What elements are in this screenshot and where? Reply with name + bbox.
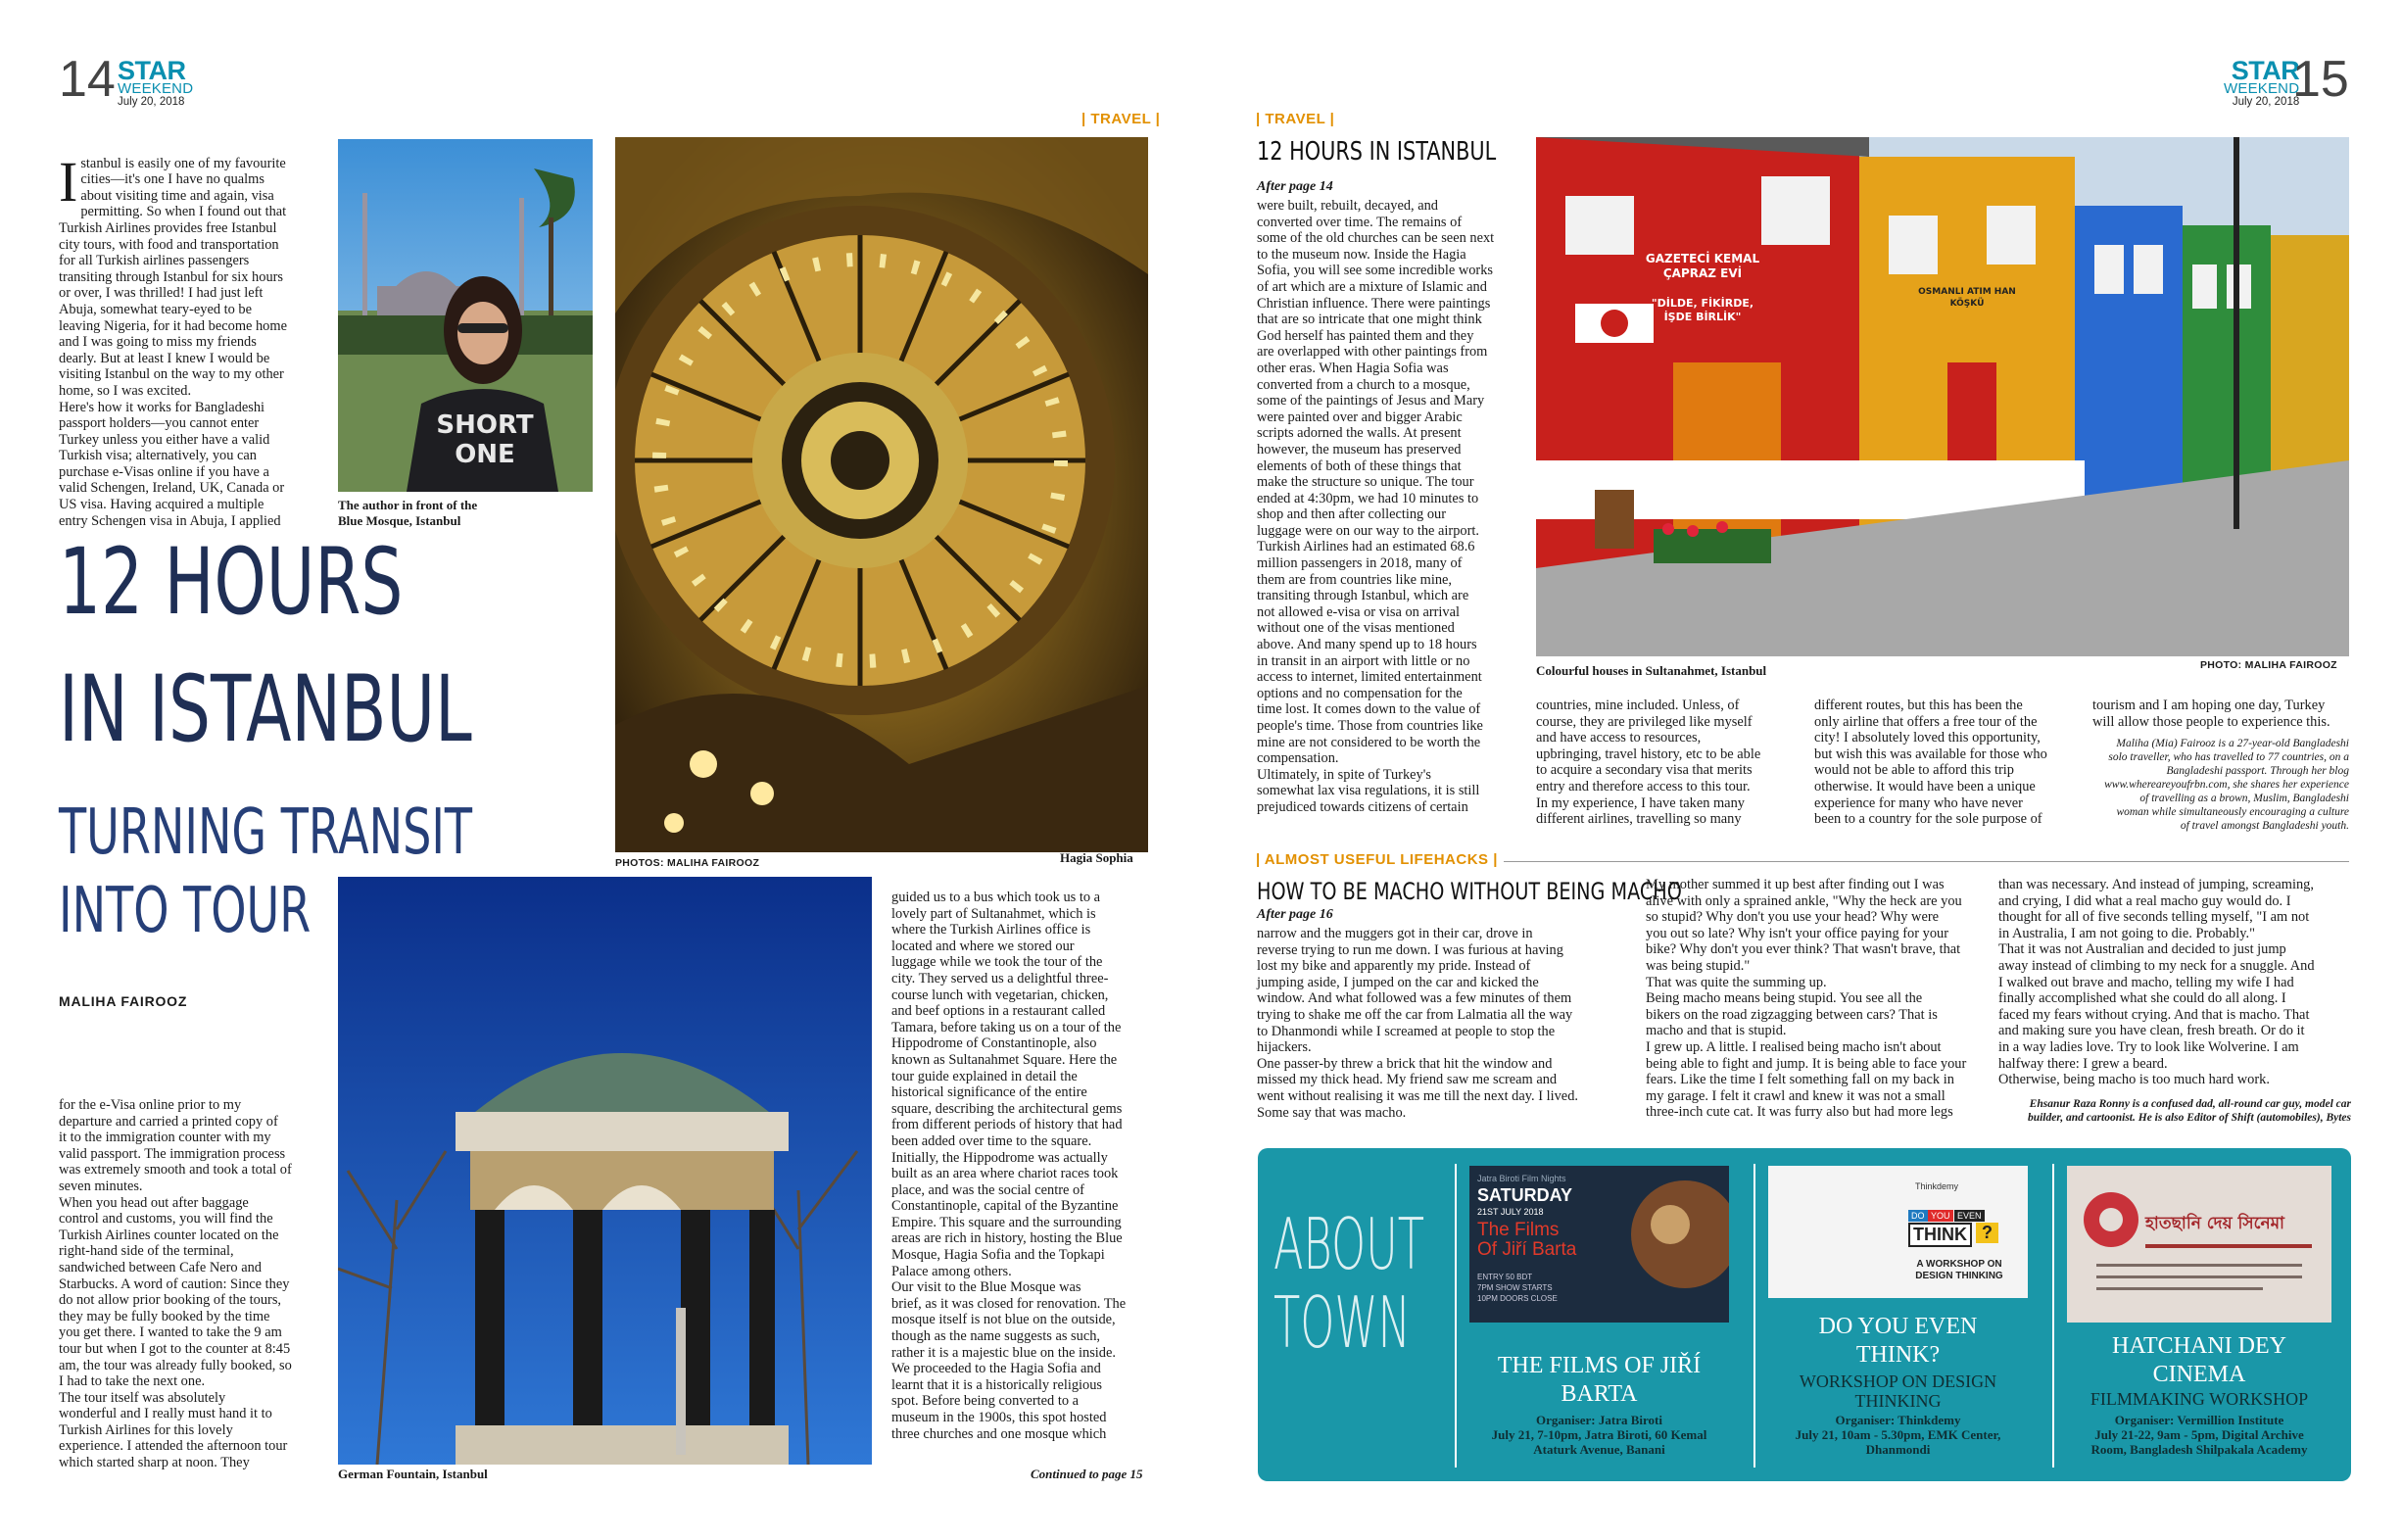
continuation-column-a: were built, rebuilt, decayed, and converted over time. The remains of some of the old churches can be seen next to the museum now. Inside the Hagia Sofia, you will see some incredible works of art which are a mixture of Islamic and Christian influence. There were paintings that are so intricate that one might think God herself has painted them and they are overlapped with other paintings from other eras. When Hagia Sofia was converted from a church to a mosque, some of the paintings of Jesus and Mary were painted over and bigger Arabic scripts adorned the walls. At present however, the museum has preserved elements of both of these things that make the structure so unique. The tour ended at 4:30pm, we had 10 minutes to shop and then after collecting our luggage were on our way to the airport. Turkish Airlines had an estimated 68.6 million passengers in 2018, many of them are from countries like mine, transiting through Istanbul, which are not allowed e-visa or visa on arrival without one of the visas mentioned above. And many spend up to 18 hours in transit in an airport with little or no access to internet, limited entertainment options and no compensation for the time lost. It comes down to the value of people's time. Those from countries like mine are not considered to be worth the compensation. Ultimately, in spite of Turkey's somewhat lax visa regulations, it is still prejudiced towards citizens of certain [1257,198,1495,815]
caption-hagia-sophia: Hagia Sophia [1060,850,1133,865]
house-sign-3a: OSMANLI ATIM HAN [1918,287,2016,297]
about-town-title-line-1: ABOUT [1273,1203,1425,1285]
section-label-travel-right: | TRAVEL | [1256,111,1335,127]
subhead-line-1: TURNING TRANSIT [59,796,473,869]
colourful-houses-photo [1536,137,2349,656]
about-town-divider-3 [2052,1164,2054,1468]
poster-word-do: DO [1908,1210,1928,1222]
section-label-travel-left: | TRAVEL | [1081,111,1161,127]
caption-german-fountain: German Fountain, Istanbul [338,1467,488,1481]
masthead-star-right: STAR [2231,56,2300,85]
lifehacks-column-c: than was necessary. And instead of jumping, screaming, and crying, I did what a real macho guy would do. I thought for all of five seconds telling myself, "I am not in Australia, I am not going to die. Probably." That it was not Australian and decided to just jump away instead of climbing to my neck for a snuggle. And I walked out brave and macho, telling my wife I had finally accomplished what she could do all along. I faced my fears without crying. And that is macho. That and making sure you have clean, fresh breath. Or do it in a way ladies love. Try to look like Wolverine. I am halfway there: I grew a beard. Otherwise, being macho is too much hard work. [1998,877,2315,1088]
article-column-1: for the e-Visa online prior to my departure and carried a printed copy of it to the immigration counter with my valid passport. The immigration process was extremely smooth and took a total of seven minutes. When you head out after baggage control and customs, you will find the Turkish Airlines counter located on the right-hand side of the terminal, sandwiched between Cafe Nero and Starbucks. A word of caution: Since they do not allow prior booking of the tours, they may be fully booked by the time you get there. I wanted to take the 9 am tour but when I got to the counter at 8:45 am, the tour was already fully booked, so I had to take the next one. The tour itself was absolutely wonderful and I really must hand it to Turkish Airlines for this lovely experience. I attended the afternoon tour which started sharp at noon. They [59,1097,292,1471]
lifehacks-column-b: My mother summed it up best after finding out I was alive with only a sprained ankle, "Why the heck are you so stupid? Why don't you use your head? Why were you out so late? Why isn't your office paying for your bike? Why don't you ever think? That wasn't brave, that was being stupid." That was quite the summing up. Being macho means being stupid. You see all the bikers on the road zigzagging between cars? That is macho and that is stupid. I grew up. A little. I realised being macho isn't about being able to fight and jump. It is being able to face your fears. Like the time I felt something fall on my back in my garage. I felt it crawl and knew it was not a small three-inch cute cat. It was furry also but had more legs [1646,877,1967,1121]
photo-credit-right: PHOTO: MALIHA FAIROOZ [2200,659,2337,671]
masthead-star: STAR [118,56,186,85]
german-fountain-photo [338,877,872,1465]
masthead-right [2224,56,2300,109]
masthead-weekend-right: WEEKEND [2224,80,2300,97]
about-town-divider-2 [1753,1164,1755,1468]
lifehacks-rule [1460,861,2349,862]
masthead-left [118,56,194,109]
event-title-hatchani: HATCHANI DEY CINEMA [2112,1333,2286,1387]
event-subtitle-think: WORKSHOP ON DESIGN THINKING [1799,1372,1997,1411]
intro-text: stanbul is easily one of my favourite cities—it's one I have no qualms about visiting time and again, visa permitting. So when I found out that Turkish Airlines provides free Istanbul city tours, with food and transportation for all Turkish airlines passengers transiting through Istanbul for six hours or over, I was thrilled! I had just left Abuja, somewhat teary-eyed to be leaving Nigeria, for it had become home and I was going to miss my friends dearly. But at least I knew I would be visiting Istanbul on the way to my other home, so I was excited. Here's how it works for Bangladeshi passport holders—you cannot enter Turkey unless you either have a valid Turkish visa; alternatively, you can purchase e-Visas online if you have a valid Schengen, Ireland, UK, Canada or US visa. Having acquired a multiple entry Schengen visa in Abuja, I applied [59,155,287,529]
poster-bengali-title: হাতছানি দেয় সিনেমা [2145,1214,2284,1233]
poster-word-you: YOU [1928,1210,1953,1222]
shirt-text-line-1: SHORT [436,410,534,440]
headline-line-1: 12 HOURS [59,529,404,636]
about-town-divider-1 [1455,1164,1457,1468]
section-label-lifehacks: | ALMOST USEFUL LIFEHACKS | [1256,851,1504,868]
event-subtitle-hatchani: FILMMAKING WORKSHOP [2090,1389,2309,1409]
continuation-headline: 12 HOURS IN ISTANBUL [1257,137,1497,167]
event-details-hatchani: Organiser: Vermillion Institute July 21-22, 9am - 5pm, Digital Archive Room, Bangladesh Shilpakala Academy [2090,1413,2308,1457]
byline: MALIHA FAIROOZ [59,993,188,1009]
after-page-14: After page 14 [1257,179,1333,194]
poster-date: 21ST JULY 2018 [1477,1207,1544,1217]
intro-column [59,139,328,529]
event-details-think: Organiser: Thinkdemy July 21, 10am - 5.30pm, EMK Center, Dhanmondi [1795,1413,2001,1457]
photo-credit-left: PHOTOS: MALIHA FAIROOZ [615,857,760,869]
drop-cap: I [59,149,78,214]
poster-word-even: EVEN [1954,1210,1985,1222]
after-page-16: After page 16 [1257,907,1333,922]
author-photo [338,139,593,492]
masthead-date-right: July 20, 2018 [2232,96,2300,108]
article-column-3: guided us to a bus which took us to a lovely part of Sultanahmet, which is where the Turkish Airlines office is located and where we stored our luggage while we took the tour of the city. They served us a delightful three- course lunch with vegetarian, chicken, and beef options in a restaurant called Tamara, before taking us on a tour of the Hippodrome of Constantinople, also known as Sultanahmet Square. Here the tour guide explained in detail the historical significance of the entire square, describing the architectural gems from different periods of history that had been added over time to the square. Initially, the Hippodrome was actually built as an area where chariot races took place, and was the social centre of Constantinople, capital of the Byzantine Empire. This square and the surrounding areas are rich in history, hosting the Blue Mosque, Hagia Sofia and the Topkapi Palace among others. Our visit to the Blue Mosque was brief, as it was closed for renovation. The mosque itself is not blue on the outside, though as the name suggests as such, rather it is a majestic blue on the inside. We proceeded to the Hagia Sofia and learnt that it is a historically religious spot. Before being converted to a museum in the 1900s, this spot hosted three churches and one mosque which [891,890,1127,1442]
continuation-column-b: countries, mine included. Unless, of course, they are privileged like myself and have access to resources, upbringing, travel history, etc to be able to acquire a secondary visa that merits entry and therefore access to this tour. In my experience, I have taken many different airlines, travelling so many [1536,698,1761,828]
continuation-column-d: tourism and I am hoping one day, Turkey will allow those people to experience this. [2092,698,2330,730]
event-poster-hatchani [2067,1166,2331,1323]
headline-line-2: IN ISTANBUL [59,656,472,763]
masthead-weekend: WEEKEND [118,80,194,97]
about-town-title-line-2: TOWN [1273,1281,1411,1364]
house-sign-1a: GAZETECİ KEMAL [1645,252,1760,265]
lifehacks-headline: HOW TO BE MACHO WITHOUT BEING MACHO [1257,878,1682,905]
shirt-text-line-2: ONE [455,440,515,469]
lifehacks-column-a: narrow and the muggers got in their car, drove in reverse trying to run me down. I was furious at having lost my bike and apparently my pride. Instead of jumping aside, I jumped on the car and kicked the window. And what followed was a few minutes of them trying to shake me off the car from Lalmatia all the way to Dhanmondi while I screamed at people to stop the hijackers. One passer-by threw a brick that hit the window and missed my thick head. My friend saw me scream and went without realising it was me till the next day. I lived. Some say that was macho. [1257,926,1578,1121]
poster-question-mark: ? [1976,1223,1998,1243]
house-sign-3b: KÖŞKÜ [1949,299,1985,309]
event-poster-think [1768,1166,2028,1298]
house-sign-1b: ÇAPRAZ EVİ [1662,266,1743,280]
event-title-think: DO YOU EVEN THINK? [1818,1314,1978,1368]
poster-brand: Thinkdemy [1915,1181,1959,1191]
poster-workshop-line: A WORKSHOP ON DESIGN THINKING [1915,1259,2003,1281]
poster-meta: ENTRY 50 BDT 7PM SHOW STARTS 10PM DOORS CLOSE [1477,1273,1558,1303]
poster-small: Jatra Biroti Film Nights [1477,1174,1566,1183]
page-number-left: 14 [59,51,116,108]
continued-to-page: Continued to page 15 [1031,1467,1143,1481]
event-title-jiri-barta: THE FILMS OF JIŘÍ BARTA [1497,1353,1702,1407]
continuation-column-c: different routes, but this has been the only airline that offers a free tour of the city! I absolutely loved this opportunity, but wish this was available for those who would not be able to afford this trip otherwise. It would have been a unique experience for many who have never been to a country for the sole purpose of [1814,698,2047,828]
event-details-jiri-barta: Organiser: Jatra Biroti July 21, 7-10pm, Jatra Biroti, 60 Kemal Ataturk Avenue, Banani [1491,1413,1707,1457]
house-sign-2b: İŞDE BİRLİK" [1663,311,1742,323]
author-bio: Maliha (Mia) Fairooz is a 27-year-old Bangladeshi solo traveller, who has travelled to 77 countries, on a Bangladeshi passport. Through her blog www.whereareyoufrbn.com, she shares her experience of travelling as a brown, Muslim, Bangladeshi woman while simultaneously encouraging a culture of travel amongst Bangladeshi youth. [2104,738,2349,832]
hagia-sophia-photo [615,137,1148,852]
lifehacks-bio: Ehsanur Raza Ronny is a confused dad, all-round car guy, model car builder, and cartoonist. He is also Editor of Shift (automobiles), Bytes [2027,1098,2351,1124]
caption-colourful-houses: Colourful houses in Sultanahmet, Istanbul [1536,663,1767,678]
caption-author: The author in front of the Blue Mosque, Istanbul [338,498,478,528]
event-poster-jiri-barta [1469,1166,1729,1323]
poster-day: SATURDAY [1477,1185,1573,1205]
house-sign-2a: "DİLDE, FİKİRDE, [1651,297,1754,310]
masthead-date: July 20, 2018 [118,96,185,108]
page-number-right: 15 [2292,51,2349,108]
poster-word-think: THINK [1908,1223,1972,1247]
poster-film-title: The Films Of Jiří Barta [1477,1220,1577,1260]
subhead-line-2: INTO TOUR [59,875,312,947]
